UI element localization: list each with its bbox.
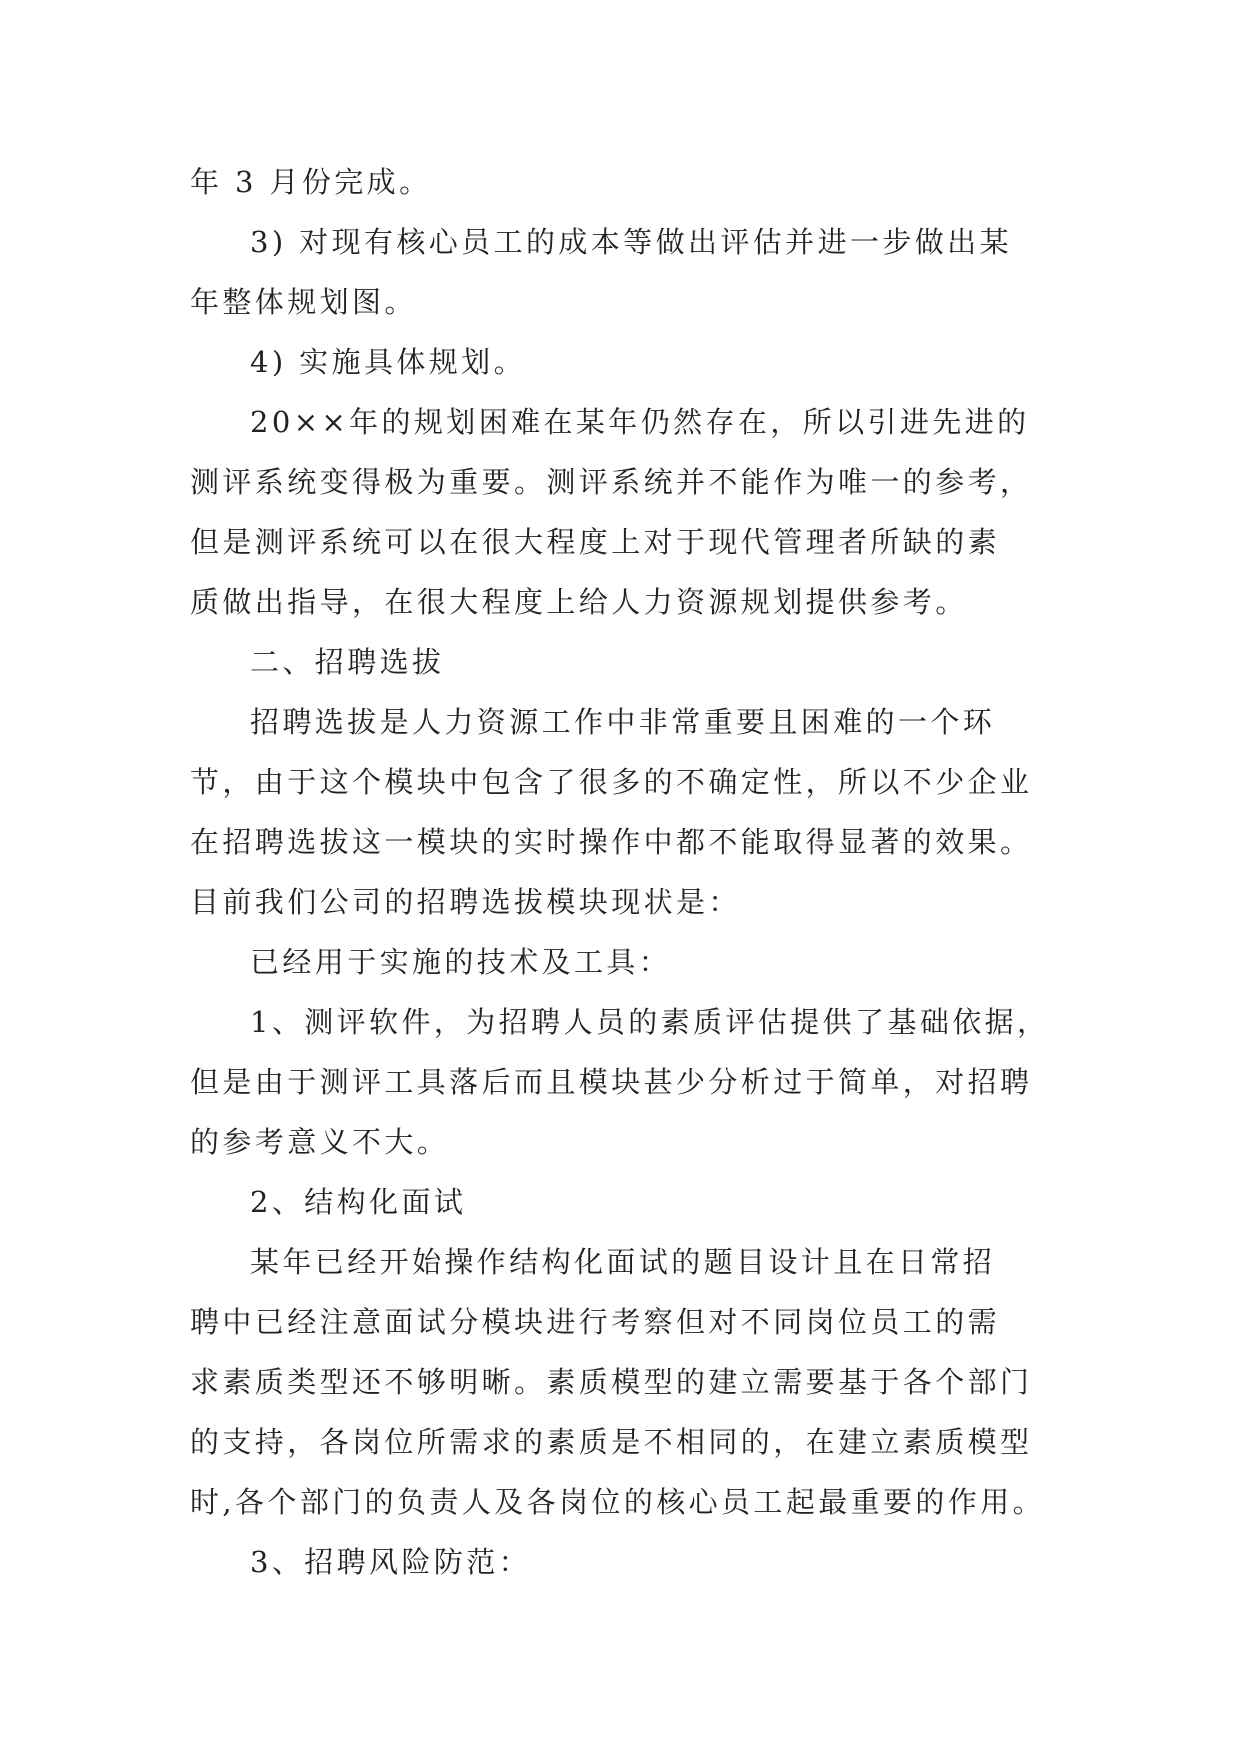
text-line: 招聘选拔是人力资源工作中非常重要且困难的一个环 <box>250 705 996 739</box>
text-line: 年整体规划图。 <box>190 285 417 319</box>
text-line: 在招聘选拔这一模块的实时操作中都不能取得显著的效果。 <box>190 825 1033 859</box>
text-line: 目前我们公司的招聘选拔模块现状是： <box>190 885 741 919</box>
text-line: 时,各个部门的负责人及各岗位的核心员工起最重要的作用。 <box>190 1485 1046 1519</box>
text-line: 求素质类型还不够明晰。素质模型的建立需要基于各个部门 <box>190 1365 1033 1399</box>
text-line: 的参考意义不大。 <box>190 1125 450 1159</box>
text-line: 但是测评系统可以在很大程度上对于现代管理者所缺的素 <box>190 525 1001 559</box>
subheading: 2、结构化面试 <box>250 1185 467 1219</box>
text-line: 测评系统变得极为重要。测评系统并不能作为唯一的参考， <box>190 465 1033 499</box>
subheading: 3、招聘风险防范： <box>250 1545 532 1579</box>
text-line: 质做出指导，在很大程度上给人力资源规划提供参考。 <box>190 585 968 619</box>
text-line: 4) 实施具体规划。 <box>250 345 526 379</box>
section-heading: 二、招聘选拔 <box>250 645 445 679</box>
text-line: 的支持，各岗位所需求的素质是不相同的，在建立素质模型 <box>190 1425 1033 1459</box>
text-line: 1、测评软件，为招聘人员的素质评估提供了基础依据， <box>250 1005 1050 1039</box>
text-line: 但是由于测评工具落后而且模块甚少分析过于简单，对招聘 <box>190 1065 1033 1099</box>
text-line: 3) 对现有核心员工的成本等做出评估并进一步做出某 <box>250 225 1012 259</box>
text-line: 已经用于实施的技术及工具： <box>250 945 672 979</box>
text-line: 节，由于这个模块中包含了很多的不确定性，所以不少企业 <box>190 765 1033 799</box>
text-line: 聘中已经注意面试分模块进行考察但对不同岗位员工的需 <box>190 1305 1001 1339</box>
text-line: 某年已经开始操作结构化面试的题目设计且在日常招 <box>250 1245 996 1279</box>
text-line: 20××年的规划困难在某年仍然存在，所以引进先进的 <box>250 405 1030 439</box>
text-line: 年 3 月份完成。 <box>190 165 432 199</box>
